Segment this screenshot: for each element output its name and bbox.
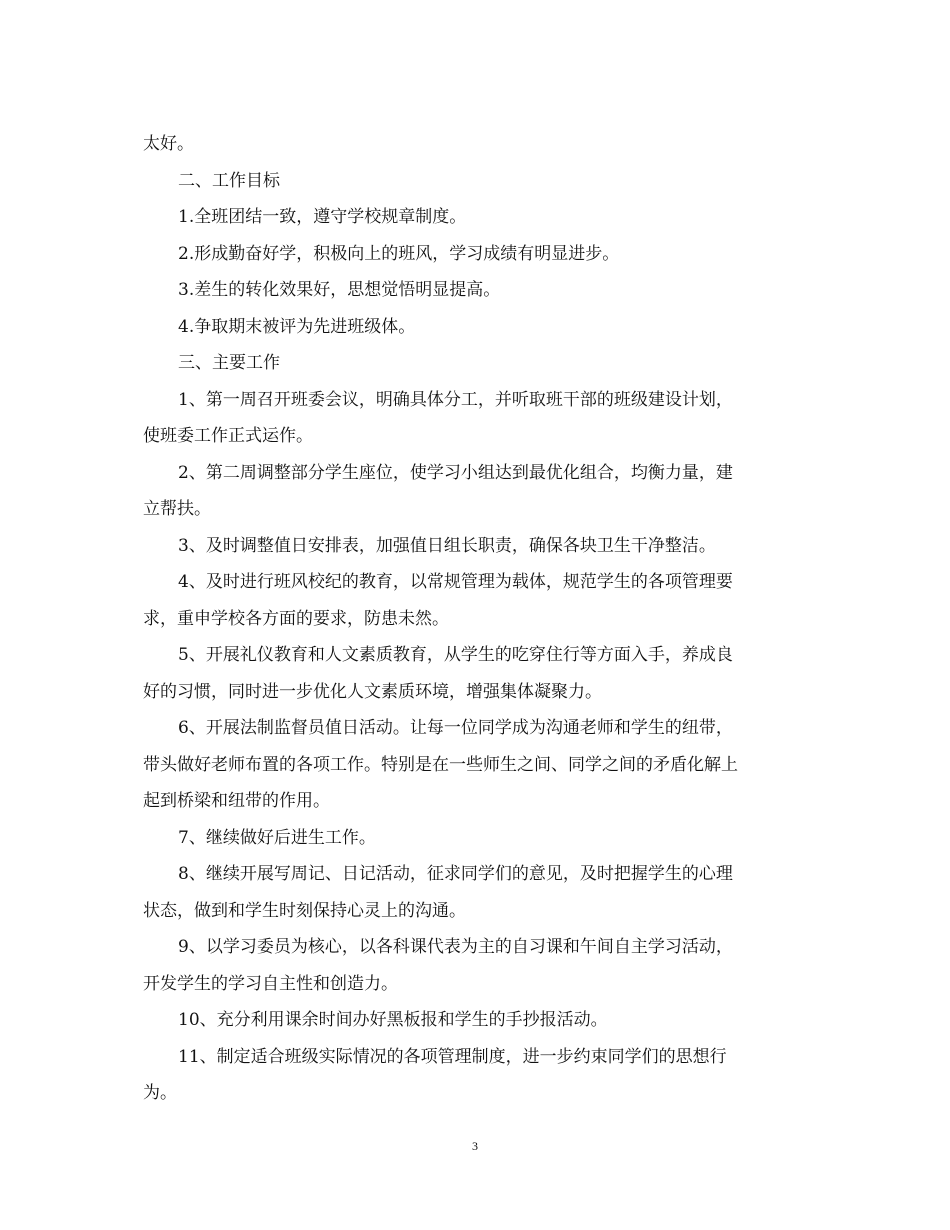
text-line: 2、第二周调整部分学生座位，使学习小组达到最优化组合，均衡力量，建 — [178, 462, 733, 483]
text-line: 1、第一周召开班委会议，明确具体分工，并听取班干部的班级建设计划， — [178, 389, 733, 410]
section-heading-goals: 二、工作目标 — [178, 170, 280, 191]
document-body — [143, 126, 811, 1112]
text-line: 4.争取期末被评为先进班级体。 — [178, 316, 416, 337]
text-line: 状态，做到和学生时刻保持心灵上的沟通。 — [143, 900, 466, 921]
text-line: 立帮扶。 — [143, 499, 211, 519]
text-line: 求，重申学校各方面的要求，防患未然。 — [143, 608, 449, 629]
text-line: 9、以学习委员为核心，以各科课代表为主的自习课和午间自主学习活动， — [178, 937, 733, 957]
text-line: 1.全班团结一致，遵守学校规章制度。 — [178, 207, 467, 227]
text-line: 带头做好老师布置的各项工作。特别是在一些师生之间、同学之间的矛盾化解上 — [143, 754, 738, 775]
text-line: 7、继续做好后进生工作。 — [178, 827, 376, 848]
text-line: 3.差生的转化效果好，思想觉悟明显提高。 — [178, 280, 501, 300]
text-line: 好的习惯，同时进一步优化人文素质环境，增强集体凝聚力。 — [143, 681, 602, 702]
text-line: 10、充分利用课余时间办好黑板报和学生的手抄报活动。 — [178, 1010, 608, 1030]
text-line: 3、及时调整值日安排表，加强值日组长职责，确保各块卫生干净整洁。 — [178, 535, 716, 556]
text-line: 使班委工作正式运作。 — [143, 426, 313, 446]
text-line: 为。 — [143, 1083, 177, 1103]
text-line: 太好。 — [143, 134, 194, 154]
text-line: 2.形成勤奋好学，积极向上的班风，学习成绩有明显进步。 — [178, 243, 620, 264]
page-number: 3 — [472, 1139, 478, 1153]
text-line: 5、开展礼仪教育和人文素质教育，从学生的吃穿住行等方面入手，养成良 — [178, 645, 733, 665]
text-line: 起到桥梁和纽带的作用。 — [143, 791, 330, 811]
text-line: 开发学生的学习自主性和创造力。 — [143, 973, 398, 994]
text-line: 4、及时进行班风校纪的教育，以常规管理为载体，规范学生的各项管理要 — [178, 572, 733, 592]
section-heading-main-work: 三、主要工作 — [178, 353, 280, 373]
text-line: 6、开展法制监督员值日活动。让每一位同学成为沟通老师和学生的纽带， — [178, 718, 733, 738]
text-line: 8、继续开展写周记、日记活动，征求同学们的意见，及时把握学生的心理 — [178, 864, 733, 884]
text-line: 11、制定适合班级实际情况的各项管理制度，进一步约束同学们的思想行 — [178, 1046, 727, 1067]
